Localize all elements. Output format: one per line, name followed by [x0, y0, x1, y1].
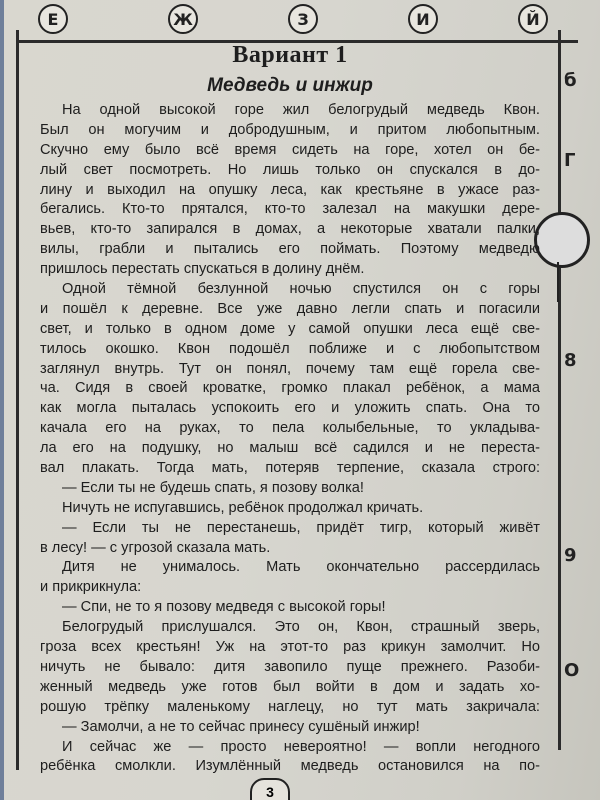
story-text	[40, 101, 540, 777]
text-line: И сейчас же — просто невероятно! — вопли негодного	[62, 738, 540, 755]
text-line: свет, и только в одном доме у самой опушки леса ещё све-	[40, 320, 540, 337]
frame-symbol: 9	[564, 545, 577, 566]
balloon-string	[557, 262, 559, 302]
frame-letter: Ж	[168, 4, 198, 34]
text-line: Ничуть не испугавшись, ребёнок продолжал кричать.	[62, 499, 424, 516]
text-line: — Если ты не будешь спать, я позову волка!	[62, 479, 364, 496]
story-title: Медведь и инжир	[207, 75, 373, 96]
text-line: заглянул внутрь. Тут он понял, почему там ещё горела све-	[40, 360, 540, 377]
text-line: ничуть не бывало: дитя завопило пуще прежнего. Разоби-	[40, 658, 540, 675]
frame-letter: Й	[518, 4, 548, 34]
text-line: ла его на подушку, но малыш всё садился и не переста-	[40, 440, 540, 457]
text-line: бегались. Кто-то прятался, кто-то залезал на макушки дере-	[40, 201, 540, 218]
text-line: как могла пыталась успокоить его и уложить спать. Она то	[40, 400, 540, 417]
text-line: — Замолчи, а не то сейчас принесу сушёный инжир!	[62, 718, 420, 735]
text-line: лину и выходил на опушку леса, как крестьяне в ужасе раз-	[40, 181, 540, 198]
text-line: Белогрудый прислушался. Это он, Квон, страшный зверь,	[62, 619, 540, 636]
frame-right-border	[558, 30, 561, 750]
text-line: и прикрикнула:	[40, 579, 142, 596]
text-line: вал плакать. Тогда мать, потеряв терпение, сказала строго:	[40, 460, 540, 477]
page-content	[40, 42, 540, 777]
text-line: Одной тёмной безлунной ночью спустился он с горы	[62, 281, 540, 298]
text-line: и пошёл к деревне. Все уже давно легли спать и погасили	[40, 300, 540, 317]
alphabet-frame-top	[18, 0, 578, 43]
text-line: рошую трёпку маленькому наглецу, но тут мать закричала:	[40, 698, 540, 715]
text-line: качала его на руках, то пела колыбельные, то укладыва-	[40, 420, 540, 437]
text-line: лый свет посмотреть. Но лишь только он спускался в до-	[40, 161, 540, 178]
frame-symbol: 8	[564, 350, 577, 371]
text-line: пришлось перестать спускаться в долину днём.	[40, 261, 365, 278]
frame-symbol: Г	[564, 150, 576, 171]
frame-letter: Е	[38, 4, 68, 34]
book-page	[4, 0, 600, 800]
text-line: Скучно ему было всё время сидеть на горе, хотел он бе-	[40, 141, 540, 158]
text-line: гроза всех крестьян! Уж на этот-то раз крикун замолчит. Но	[40, 639, 540, 656]
balloon-icon	[534, 212, 590, 268]
frame-letter: И	[408, 4, 438, 34]
text-line: ребёнка смолкли. Изумлённый медведь остановился на по-	[40, 758, 540, 775]
page-number: 3	[250, 778, 290, 800]
text-line: вилы, грабли и пытались его поймать. Поэтому медведю	[40, 241, 540, 258]
variant-heading: Вариант 1	[232, 42, 348, 68]
text-line: в лесу! — с угрозой сказала мать.	[40, 539, 271, 556]
frame-symbol: О	[564, 660, 580, 681]
text-line: — Если ты не перестанешь, придёт тигр, который живёт	[62, 519, 540, 536]
text-line: Был он могучим и добродушным, и притом любопытным.	[40, 121, 540, 138]
text-line: ча. Сидя в своей кроватке, громко плакал ребёнок, а мама	[40, 380, 540, 397]
text-line: женный медведь уже готов был войти в дом и задать хо-	[40, 678, 540, 695]
frame-left-border	[16, 30, 19, 770]
frame-symbol: б	[564, 70, 577, 91]
frame-letter: З	[288, 4, 318, 34]
text-line: На одной высокой горе жил белогрудый медведь Квон.	[62, 102, 540, 118]
text-line: тилось окошко. Квон подошёл поближе и с любопытством	[40, 340, 540, 357]
text-line: — Спи, не то я позову медведя с высокой горы!	[62, 599, 386, 616]
text-line: вьев, кто-то запирался в домах, а некоторые хватали палки,	[40, 221, 540, 238]
text-line: Дитя не унималось. Мать окончательно рассердилась	[62, 559, 540, 576]
